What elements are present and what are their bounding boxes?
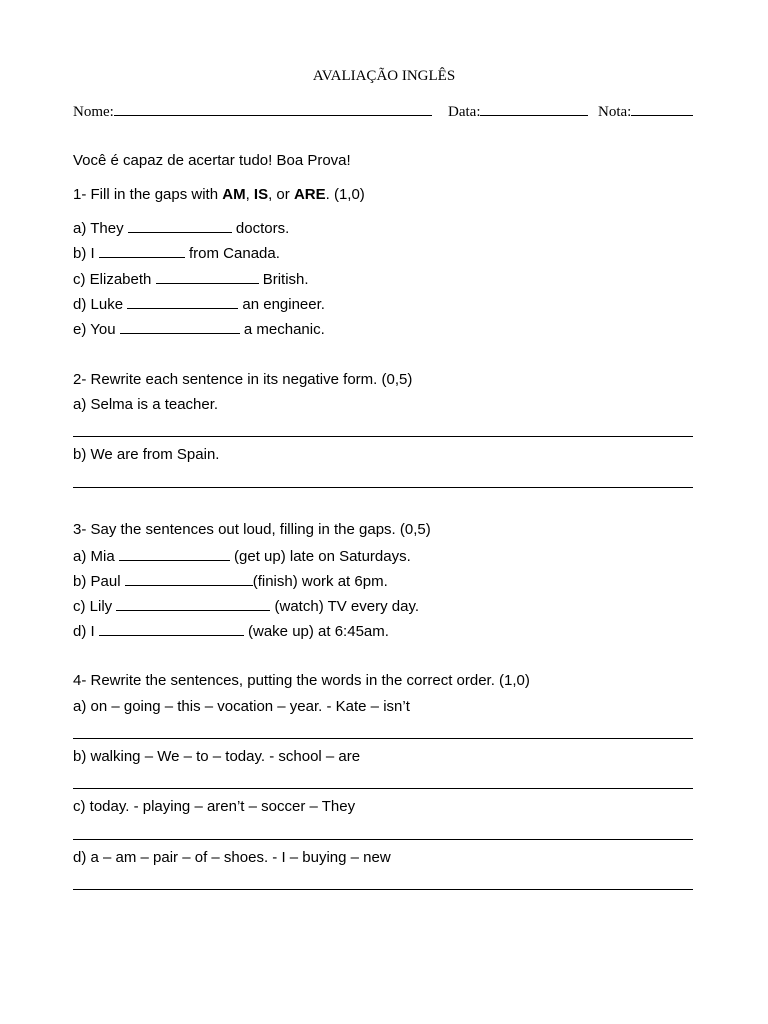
q1-word-am: AM xyxy=(222,186,246,203)
q1-item-a xyxy=(73,219,289,238)
q3-item-c-after: (watch) TV every day. xyxy=(270,598,420,615)
q3-item-a-before: a) Mia xyxy=(73,548,119,565)
q3-item-a-blank[interactable] xyxy=(119,547,230,561)
q1-item-b-after: from Canada. xyxy=(184,245,280,262)
q3-item-d-after: (wake up) at 6:45am. xyxy=(243,623,389,640)
q4-heading: 4- Rewrite the sentences, putting the words in the correct order. (1,0) xyxy=(73,672,530,689)
q3-item-c-blank[interactable] xyxy=(116,597,270,611)
date-field-label xyxy=(448,102,588,121)
q3-item-b xyxy=(73,572,388,591)
grade-label: Nota: xyxy=(598,104,632,120)
q1-item-e-blank[interactable] xyxy=(120,320,240,334)
q3-item-d-blank[interactable] xyxy=(99,622,244,636)
q1-suffix: . (1,0) xyxy=(325,186,365,203)
name-label: Nome: xyxy=(73,104,114,120)
q3-item-b-after: (finish) work at 6pm. xyxy=(252,573,388,590)
q1-word-are: ARE xyxy=(293,186,326,203)
q4-item-b: b) walking – We – to – today. - school – are xyxy=(73,748,361,765)
q1-item-c xyxy=(73,270,309,289)
q1-item-a-blank[interactable] xyxy=(128,219,232,233)
q1-item-a-after: doctors. xyxy=(231,220,290,237)
q3-item-b-blank[interactable] xyxy=(125,572,253,586)
q4-item-d: d) a – am – pair – of – shoes. - I – buying – new xyxy=(73,849,391,866)
q1-item-c-after: British. xyxy=(258,271,309,288)
q1-item-b xyxy=(73,244,280,263)
q1-item-e-before: e) You xyxy=(73,321,120,338)
page-title: AVALIAÇÃO INGLÊS xyxy=(312,68,456,84)
q1-sep2: , or xyxy=(268,186,294,203)
grade-field-label xyxy=(598,102,693,121)
q3-item-c-before: c) Lily xyxy=(73,598,117,615)
q2-heading: 2- Rewrite each sentence in its negative form. (0,5) xyxy=(73,371,413,388)
q2-item-b-answer-line[interactable] xyxy=(73,487,693,488)
q1-item-c-blank[interactable] xyxy=(156,270,259,284)
grade-blank[interactable] xyxy=(631,102,693,116)
q3-item-d-before: d) I xyxy=(73,623,99,640)
q2-item-b: b) We are from Spain. xyxy=(73,446,220,463)
name-blank[interactable] xyxy=(114,102,432,116)
q4-item-a-answer-line[interactable] xyxy=(73,738,693,739)
q2-item-a-answer-line[interactable] xyxy=(73,436,693,437)
q1-item-b-before: b) I xyxy=(73,245,99,262)
q1-item-a-before: a) They xyxy=(73,220,128,237)
q1-sep1: , xyxy=(245,186,254,203)
date-label: Data: xyxy=(448,104,481,120)
q3-item-d xyxy=(73,622,389,641)
q1-word-is: IS xyxy=(253,186,269,203)
q3-heading: 3- Say the sentences out loud, filling in the gaps. (0,5) xyxy=(73,521,431,538)
q2-item-a: a) Selma is a teacher. xyxy=(73,396,219,413)
q4-item-a: a) on – going – this – vocation – year. - Kate – isn’t xyxy=(73,698,410,715)
q1-item-e xyxy=(73,320,325,339)
q3-item-c xyxy=(73,597,419,616)
q1-item-b-blank[interactable] xyxy=(99,244,185,258)
intro-text: Você é capaz de acertar tudo! Boa Prova! xyxy=(73,152,351,169)
q4-item-c-answer-line[interactable] xyxy=(73,839,693,840)
q1-prefix: 1- Fill in the gaps with xyxy=(73,186,223,203)
q3-item-a-after: (get up) late on Saturdays. xyxy=(229,548,411,565)
q1-heading xyxy=(73,186,365,204)
q3-item-a xyxy=(73,547,411,566)
q1-item-d-before: d) Luke xyxy=(73,296,128,313)
q1-item-d xyxy=(73,295,325,314)
q4-item-c: c) today. - playing – aren’t – soccer – They xyxy=(73,798,356,815)
date-blank[interactable] xyxy=(480,102,588,116)
q1-item-d-blank[interactable] xyxy=(127,295,238,309)
q1-item-d-after: an engineer. xyxy=(238,296,325,313)
q1-item-e-after: a mechanic. xyxy=(239,321,325,338)
q4-item-d-answer-line[interactable] xyxy=(73,889,693,890)
q4-item-b-answer-line[interactable] xyxy=(73,788,693,789)
q1-item-c-before: c) Elizabeth xyxy=(73,271,156,288)
name-field-label xyxy=(73,102,432,121)
q3-item-b-before: b) Paul xyxy=(73,573,125,590)
